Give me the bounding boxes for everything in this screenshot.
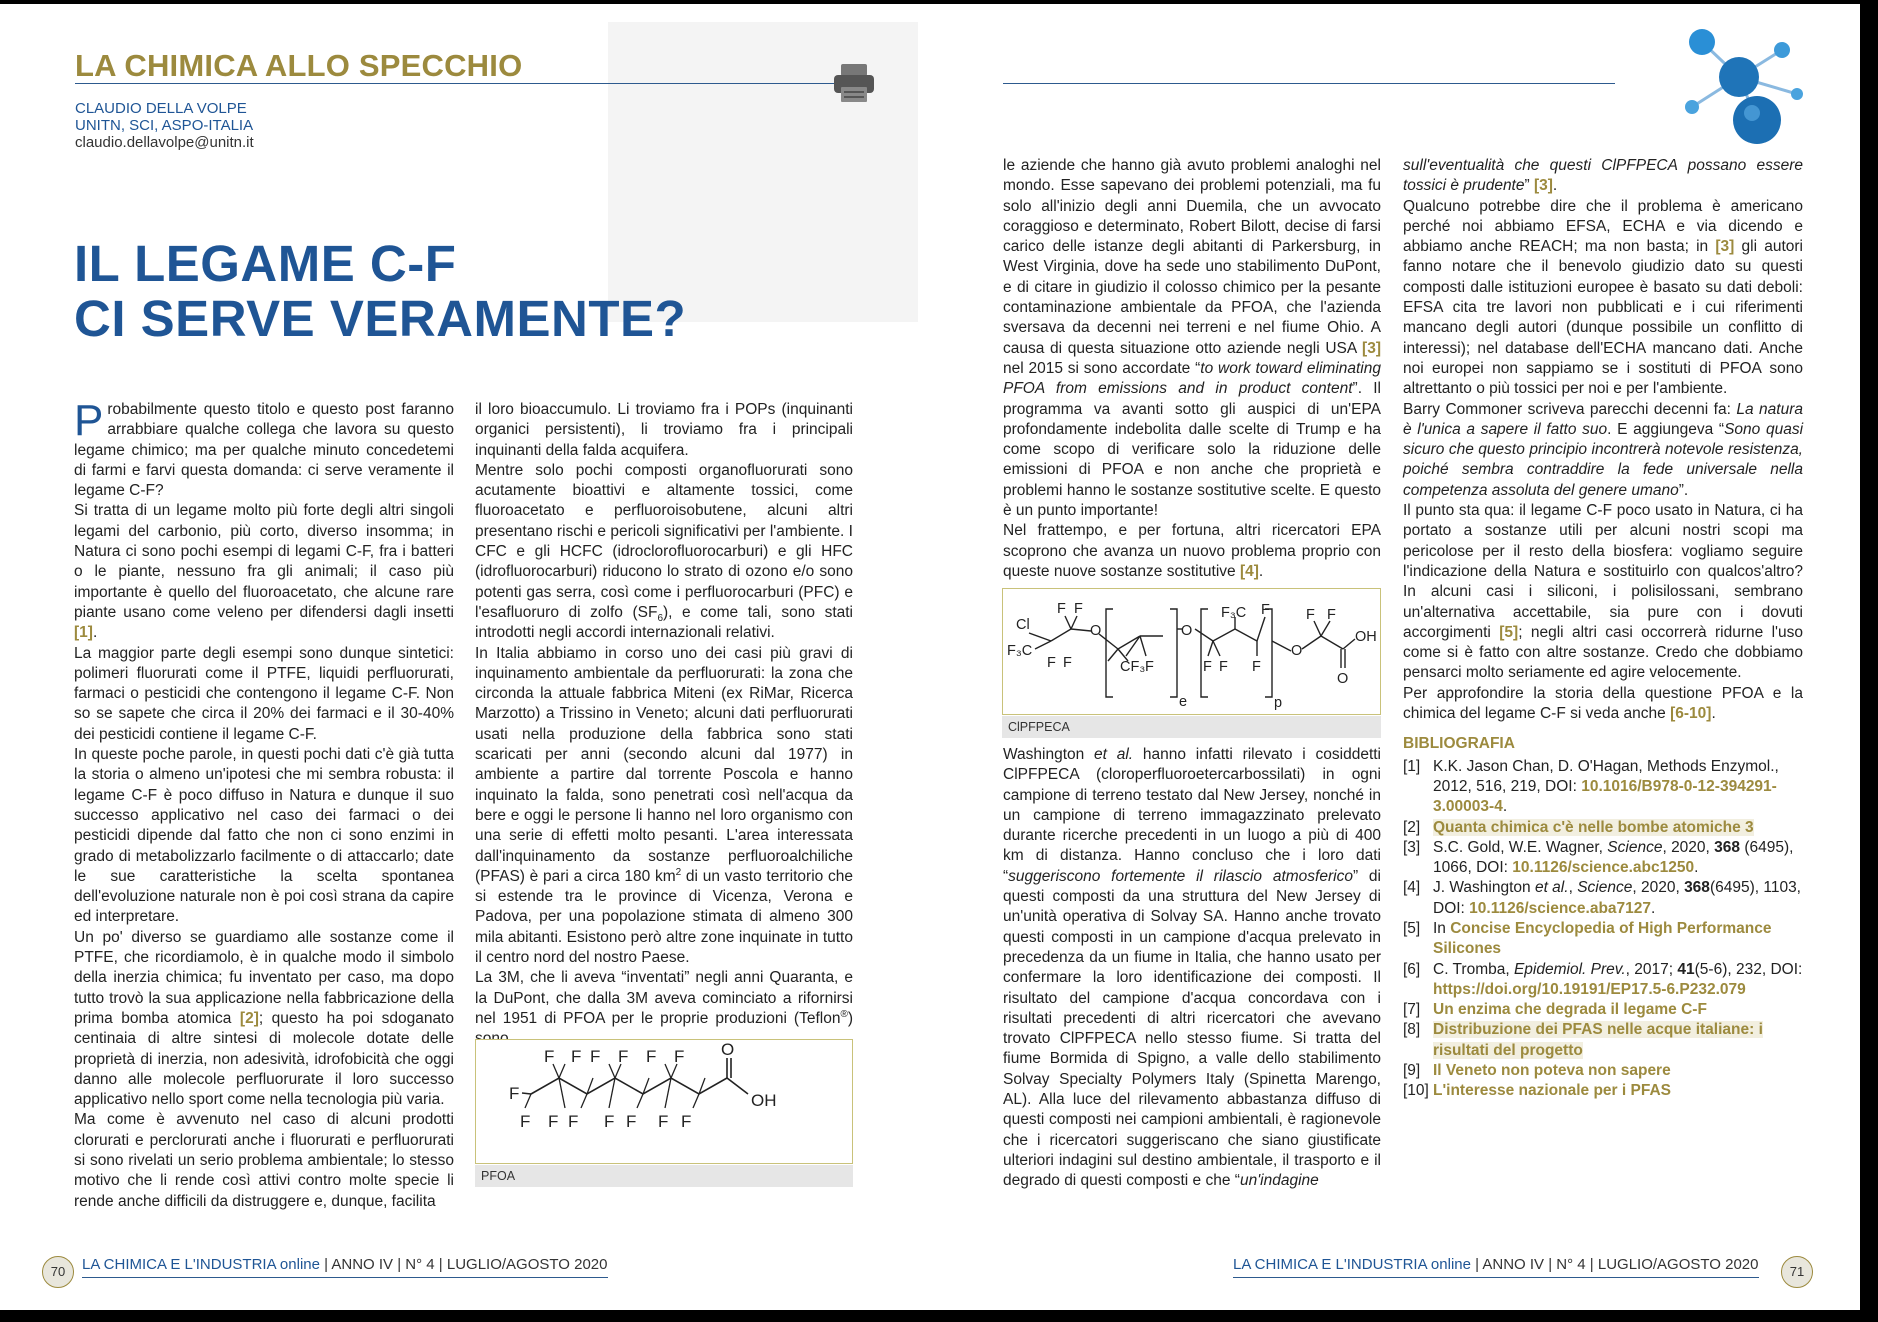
footer-right — [1233, 1256, 1759, 1278]
paragraph: Washington et al. hanno infatti rilevato i cosiddetti ClPFPECA (cloroperfluoroetercarbossilati) in ogni campione di terreno testato dal New Jersey, nonché in un campione di terreno immagazzinato prelevato durante ricerche precedenti in un luogo a più di 400 km di distanza. Hanno concluso che i loro dati “suggeriscono fortemente il rilascio atmosferico” di questi composti da una struttura del New Jersey di un'unità operativa di Solvay SA. Hanno anche trovato questi composti in un campione d'acqua prelevato in precedenza da un fiume in Italia, che hanno usato per confermare la loro identificazione dei composti. Il risultato del campione d'acqua concordava con i risultati precedenti di altri ricercatori che avevano trovato ClPFPECA nello stesso fiume. Si tratta del fiume Bormida di Spigno, a valle dello stabilimento Solvay Specialty Polymers Italy (Spinetta Marengo, AL). Alla luce del rilevamento abbastanza diffuso di questi composti nei campioni ambientali, è ragionevole che i ricercatori suggeriscano che siano giustificate ulteriori indagini sul destino ambientale, il trasporto e il degrado di questi composti e che “un'indagine — [1003, 746, 1381, 1190]
footer-magazine: LA CHIMICA E L'INDUSTRIA — [82, 1256, 276, 1273]
footer-issue: | ANNO IV | N° 4 | LUGLIO/AGOSTO 2020 — [324, 1256, 608, 1273]
atom-label: O — [1181, 623, 1193, 639]
molecule-logo-icon — [1657, 12, 1807, 152]
bibliography-title: BIBLIOGRAFIA — [1403, 735, 1515, 753]
atom-label: Cl — [1016, 617, 1030, 633]
ref-link[interactable]: [1] — [74, 624, 93, 642]
footer-issue: | ANNO IV | N° 4 | LUGLIO/AGOSTO 2020 — [1475, 1256, 1759, 1273]
right-column-2 — [1403, 156, 1803, 1102]
atom-label: OH — [751, 1091, 777, 1110]
bibliography-entry: [10] L'interesse nazionale per i PFAS — [1403, 1082, 1671, 1100]
print-icon[interactable] — [832, 62, 876, 104]
title-line-2: CI SERVE VERAMENTE? — [74, 290, 687, 347]
atom-label: F — [1145, 659, 1154, 675]
article-title — [74, 236, 686, 346]
ref-link[interactable]: [3] — [1533, 177, 1553, 195]
bibliography-entry: [4] J. Washington et al., Science, 2020, 368(6495), 1103, DOI: 10.1126/science.aba7127. — [1403, 879, 1801, 917]
page-number-right: 71 — [1781, 1256, 1813, 1288]
atom-label: F — [1306, 607, 1315, 623]
atom-label: F — [681, 1112, 692, 1131]
atom-label: F — [618, 1047, 629, 1066]
pfoa-structure-figure — [475, 1039, 853, 1164]
atom-label: F — [1219, 659, 1228, 675]
ref-link[interactable]: [3] — [1362, 339, 1381, 357]
atom-label: F — [571, 1047, 582, 1066]
footer-online: online — [1430, 1256, 1471, 1273]
atom-label: F₃C — [1007, 643, 1033, 659]
clpfpeca-caption: ClPFPECA — [1002, 716, 1381, 738]
ref-link[interactable]: [2] — [239, 1009, 259, 1027]
atom-label: e — [1179, 694, 1188, 710]
bib-link[interactable]: https://doi.org/10.19191/EP17.5-6.P232.079 — [1433, 980, 1746, 998]
paragraph: Si tratta di un legame molto più forte degli altri singoli legami del carbonio, più corto, diverso insomma; in Natura ci sono pochi esempi di legami C-F, fra i batteri o le piante, nessuno fra gli animali; il caso più importante è quello del fluoroacetato, che alcune rare piante usano come veleno per difendersi dagli insetti [1]. — [74, 502, 454, 642]
right-column-1-continued — [1003, 745, 1381, 1192]
bib-link[interactable]: Concise Encyclopedia of High Performance Silicones — [1433, 919, 1772, 958]
bib-link[interactable]: 10.1126/science.abc1250 — [1512, 859, 1695, 877]
atom-label: F — [544, 1047, 555, 1066]
bib-link[interactable]: 10.1126/science.aba7127 — [1469, 899, 1652, 917]
atom-label: F — [1074, 601, 1083, 617]
paragraph: Qualcuno potrebbe dire che il problema è americano perché noi abbiamo EFSA, ECHA e via dicendo e abbiamo anche REACH; ma non basta; in [3] gli autori fanno notare che il benevolo giudizio dato su questi composti dalle istituzioni europee è basato su dati deboli: EFSA cita tre lavori non pubblicati e i cui riferimenti mancano degli autori (dunque possibile un conflitto di interessi); nel database dell'ECHA mancano dati. Anche noi europei non sappiamo se i sostituti di PFOA sono altrettanto o più tossici per noi e per l'ambiente. — [1403, 197, 1803, 398]
bibliography-entry: [2] Quanta chimica c'è nelle bombe atomiche 3 — [1403, 818, 1754, 836]
ref-link[interactable]: [4] — [1239, 562, 1259, 580]
left-column-1 — [74, 396, 454, 1212]
atom-label: F — [674, 1047, 685, 1066]
atom-label: F — [548, 1112, 559, 1131]
author-email[interactable]: claudio.dellavolpe@unitn.it — [75, 134, 254, 151]
paragraph: le aziende che hanno già avuto problemi analoghi nel mondo. Esse sapevano dei problemi potenziali, ma fu solo all'inizio degli anni Duemila, che un avvocato coraggioso e determinato, Robert Bilott, decise di farsi carico delle istanze degli abitanti di Parkersburg, in West Virginia, dove ha sede uno stabilimento DuPont, e di citare in giudizio il colosso chimico per la pesante contaminazione ambientale da PFOA, che l'azienda sversava da decenni nei terreni e nel fiume Ohio. A causa di questa situazione otto aziende negli USA [3] nel 2015 si sono accordate “to work toward eliminating PFOA from emissions and in product content”. Il programma va avanti sotto gli auspici di un'EPA profondamente indebolita dalle scelte di Trump e ha come scopo di verificare solo la riduzione delle emissioni di PFOA e non anche che proprietà e problemi hanno le sostanze sostitutive scelte. E questo è un punto importante! — [1003, 157, 1382, 520]
paragraph: Un po' diverso se guardiamo alle sostanze come il PTFE, che ricordiamolo, è in qualche modo il simbolo della inerzia chimica; fu inventato per caso, ma dopo tutto trovò la sua applicazione nella fabbricazione della prima bomba atomica [2]; questo ha poi sdoganato centinaia di altre sintesi di molecole dotate delle proprietà di inerzia, non adesività, idrofobicità che oggi danno alle molecole perfluorurate il loro successo applicativo nello sport come nella tecnologia più varia. — [74, 928, 454, 1109]
section-heading: LA CHIMICA ALLO SPECCHIO — [75, 48, 523, 83]
atom-label: F₃C — [1221, 605, 1247, 621]
atom-label: F — [520, 1112, 531, 1131]
footer-online: online — [279, 1256, 320, 1273]
clpfpeca-structure-figure — [1002, 588, 1381, 715]
atom-label: F — [1057, 601, 1066, 617]
ref-link[interactable]: [5] — [1499, 623, 1519, 641]
author-affiliation: UNITN, SCI, ASPO-ITALIA — [75, 117, 254, 134]
paragraph: Barry Commoner scriveva parecchi decenni fa: La natura è l'unica a sapere il fatto suo. E aggiungeva “Sono quasi sicuro che questo principio incontrerà notevole resistenza, poiché sembra contraddire la fede universale nella competenza assoluta del genere umano”. — [1403, 400, 1804, 499]
bibliography-entry: [7] Un enzima che degrada il legame C-F — [1403, 1001, 1707, 1019]
atom-label: F — [626, 1112, 637, 1131]
bib-link[interactable]: Un enzima che degrada il legame C-F — [1433, 1001, 1707, 1019]
atom-label: F — [1327, 607, 1336, 623]
atom-label: F — [1252, 659, 1261, 675]
atom-label: CF₃ — [1120, 659, 1146, 675]
bibliography-entry: [3] S.C. Gold, W.E. Wagner, Science, 2020, 368 (6495), 1066, DOI: 10.1126/science.abc1250. — [1403, 838, 1794, 877]
clpfpeca-structure-diagram — [1003, 589, 1380, 714]
drop-cap: P — [74, 396, 104, 445]
bibliography-entry: [5] In Concise Encyclopedia of High Performance Silicones — [1403, 919, 1772, 958]
atom-label: O — [1090, 623, 1102, 639]
footer-magazine: LA CHIMICA E L'INDUSTRIA — [1233, 1256, 1427, 1273]
atom-label: p — [1274, 695, 1283, 711]
page-number-left: 70 — [42, 1256, 74, 1288]
author-name: CLAUDIO DELLA VOLPE — [75, 100, 247, 117]
paragraph: La maggior parte degli esempi sono dunque sintetici: polimeri fluorurati come il PTFE, liquidi perfluorurati, farmaci o pesticidi che contengono il legame C-F. Non so se sapete che circa il 20% dei farmaci e il 30-40% dei pesticidi contiene il legame C-F. — [74, 644, 454, 743]
bibliography-entry: [1] K.K. Jason Chan, D. O'Hagan, Methods Enzymol., 2012, 516, 219, DOI: 10.1016/B978-0-12-394291-3.00003-4. — [1403, 757, 1779, 816]
ref-link[interactable]: [3] — [1715, 238, 1735, 256]
right-page — [937, 4, 1860, 1310]
paragraph: Il punto sta qua: il legame C-F poco usato in Natura, ci ha portato a sostanze utili per alcuni nostri scopi ma pericolose per il resto della biosfera: vogliamo seguire l'indicazione della Natura e sostituirlo con qualcos'altro? In alcuni casi i siliconi, i polisilossani, sembrano un'alternativa accettabile, sia pure con i dovuti accorgimenti [5]; negli altri casi occorrerà ridurne l'uso come si è fatto con altre sostanze. Credo che dobbiamo pensarci molto seriamente ed agire velocemente. — [1403, 502, 1803, 682]
bib-link[interactable]: Distribuzione dei PFAS nelle acque italiane: i risultati del progetto — [1433, 1021, 1763, 1059]
paragraph: Ma come è avvenuto nel caso di alcuni prodotti clorurati e perclorurati anche i fluorurati e perfluorurati si sono rivelati un serio problema ambientale; lo stesso motivo che li rende così attivi contro molte specie li rende anche difficili da distruggere e, dunque, facilita — [74, 1111, 454, 1210]
atom-label: F — [1203, 659, 1212, 675]
paragraph: Nel frattempo, e per fortuna, altri ricercatori EPA scoprono che avanza un nuovo problema proprio con queste nuove sostanze sostitutive [4]. — [1003, 522, 1381, 580]
bibliography-entry: [6] C. Tromba, Epidemiol. Prev., 2017; 41(5-6), 232, DOI: https://doi.org/10.19191/EP17.5-6.P232.079 — [1403, 960, 1803, 998]
bibliography-list — [1403, 757, 1803, 1102]
pfoa-structure-diagram — [476, 1040, 852, 1163]
paragraph: Per approfondire la storia della questione PFOA e la chimica del legame C-F si veda anche [6-10]. — [1403, 684, 1803, 723]
bibliography-entry: [9] Il Veneto non poteva non sapere — [1403, 1062, 1671, 1080]
atom-label: F — [568, 1112, 579, 1131]
atom-label: F — [590, 1047, 601, 1066]
atom-label: OH — [1355, 629, 1377, 645]
paragraph: La 3M, che li aveva “inventati” negli anni Quaranta, e la DuPont, che dalla 3M aveva cominciato a rifornirsi nel 1951 di PFOA per le proprie produzioni (Teflon®) — [475, 969, 853, 1027]
author-block — [75, 100, 254, 151]
paragraph: In Italia abbiamo in corso uno dei casi più gravi di inquinamento ambientale da perfluorurati: la zona che circonda la attuale fabbrica Miteni (ex RiMar, Ricerca Marzotto) a Trissino in Veneto; alcuni dati perfluorurati usati nella produzione della fabbrica sono stati scaricati per anni (secondo alcuni dal 1977) in ambiente a partire dal torrente Poscola e hanno inquinato la falda, sono penetrati così nell'acqua da bere e oggi le persone li hanno nel loro organismo con una serie di effetti molto pesanti. L'area interessata dall'inquinamento da sostanze perfluoroalchiliche (PFAS) è pari a circa 180 $km^2$ di un vasto territorio che si estende tra le province di Vicenza, Verona e Padova, per una popolazione stimata di almeno 300 mila abitanti. Esistono però altre zone inquinate in tutto il centro nord del nostro Paese. — [475, 644, 853, 967]
header-rule — [1003, 83, 1615, 84]
atom-label: F — [658, 1112, 669, 1131]
paragraph: Probabilmente questo titolo e questo post faranno arrabbiare qualche collega che lavora su questo legame chimico; ma per qualche minuto concedetemi di farmi e farvi questa domanda: ci serve veramente il legame C-F? — [74, 396, 454, 500]
left-page — [0, 4, 937, 1310]
title-line-1: IL LEGAME C-F — [74, 235, 457, 292]
left-column-2 — [475, 400, 853, 1050]
right-column-1 — [1003, 156, 1381, 582]
atom-label: F — [509, 1084, 520, 1103]
paragraph: il loro bioaccumulo. Li troviamo fra i POPs (inquinanti organici persistenti), li troviamo fra i principali inquinanti della falda acquifera. — [475, 401, 853, 459]
atom-label: F — [1063, 655, 1072, 671]
atom-label: F — [1261, 602, 1270, 618]
atom-label: F — [646, 1047, 657, 1066]
bib-link[interactable]: 10.1016/B978-0-12-394291-3.00003-4 — [1433, 777, 1777, 816]
atom-label: F — [604, 1112, 615, 1131]
bib-link[interactable]: Il Veneto non poteva non sapere — [1433, 1062, 1671, 1080]
header-rule — [75, 83, 845, 84]
paragraph: Mentre solo pochi composti organofluorurati sono acutamente bioattivi e altamente tossici, come fluoroacetato e perfluoroisobutene, alcuni altri presentano rischi e pericoli significativi per l'ambiente. I CFC e gli HCFC (idroclorofluorocarburi) e gli HFC (idrofluorocarburi) riducono lo strato di ozono e/o sono potenti gas serra, così come i perfluorocarburi (PFC) e l'esafluoruro di zolfo $(SF_6)$, e come tali, sono stati introdotti negli accordi internazionali relativi. — [475, 461, 853, 642]
bib-link[interactable]: Quanta chimica c'è nelle bombe atomiche 3 — [1433, 818, 1754, 836]
atom-label: O — [721, 1040, 735, 1059]
pfoa-caption: PFOA — [475, 1165, 853, 1187]
ref-link[interactable]: [6-10] — [1670, 705, 1712, 723]
bibliography-entry: [8] Distribuzione dei PFAS nelle acque italiane: i risultati del progetto — [1403, 1021, 1763, 1059]
paragraph: In queste poche parole, in questi pochi dati c'è già tutta la storia o almeno un'ipotesi che mi sembra robusta: il legame C-F è poco diffuso in Natura e dunque il suo successo applicativo nel caso dei farmaci o dei pesticidi dipende dal fatto che non ci sono enzimi in grado di metabolizzarlo facilmente o di attaccarlo; date le sue caratteristiche la scelta spontanea dell'evoluzione naturale non è poi così strana da capire ed interpretare. — [74, 746, 454, 926]
atom-label: F — [1047, 655, 1056, 671]
atom-label: O — [1291, 643, 1303, 659]
footer-left — [82, 1256, 608, 1278]
paragraph: sull'eventualità che questi ClPFPECA possano essere tossici è prudente” [3]. — [1403, 157, 1803, 195]
atom-label: O — [1337, 671, 1349, 687]
bib-link[interactable]: L'interesse nazionale per i PFAS — [1433, 1082, 1671, 1100]
